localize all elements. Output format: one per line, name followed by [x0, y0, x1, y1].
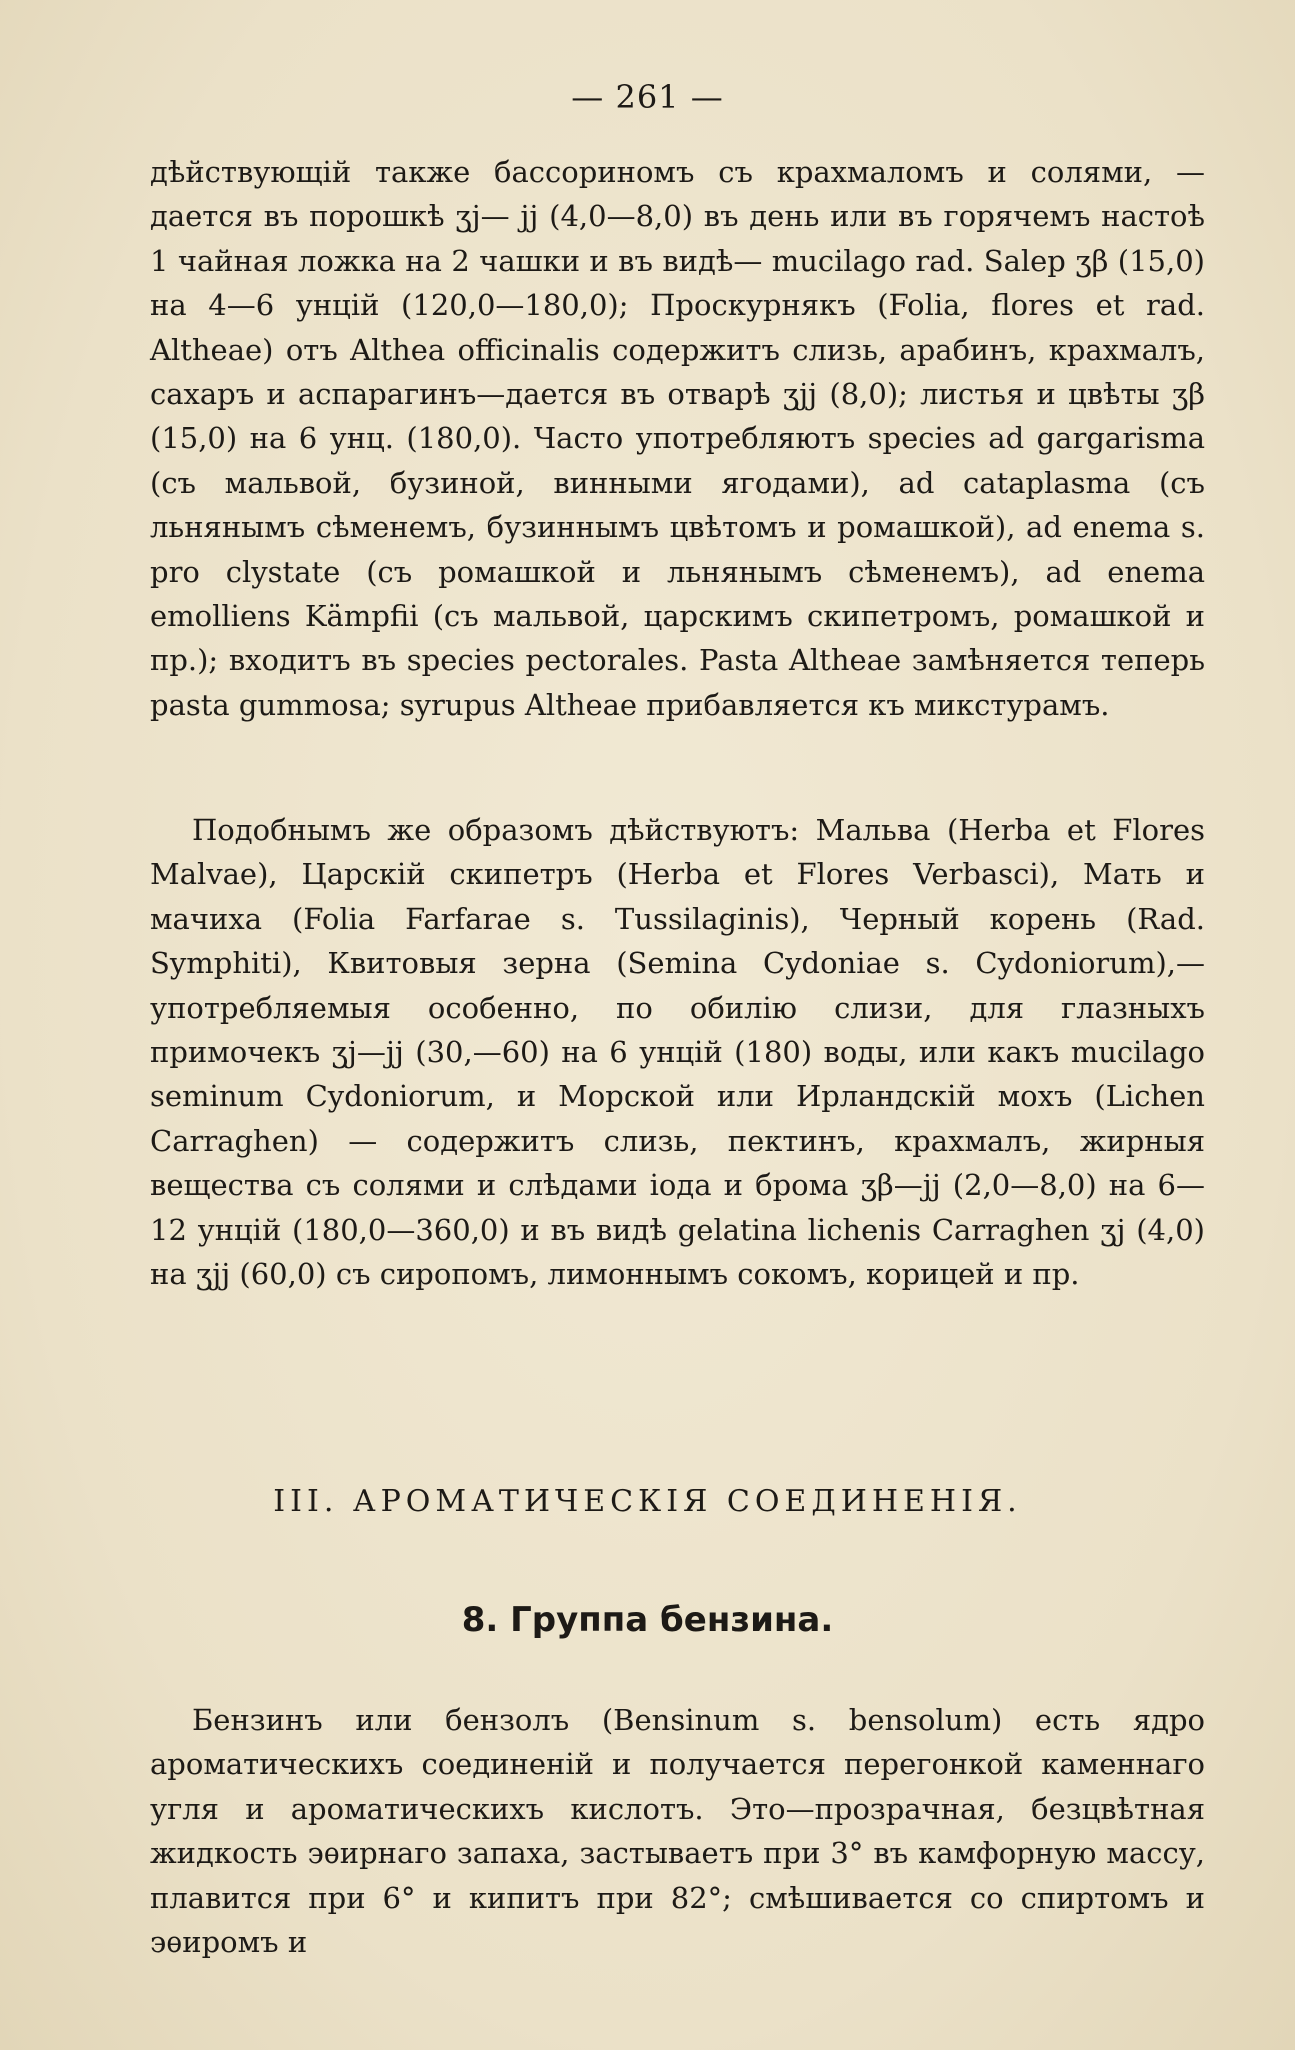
group-heading: 8. Группа бензина.	[461, 1600, 834, 1640]
paragraph-text: Подобнымъ же образомъ дѣйствуютъ: Мальва (Herba et Flores Malvae), Царскій скипетръ (Herba et Flores Verbasci), Мать и мачиха (Folia Farfarae s. Tussilaginis), Черный корень (Rad. Symphiti), Квитовыя зерна (Semina Cydoniae s. Cydoniorum),—употребляемыя особенно, по обилію слизи, для глазныхъ примочекъ ʒj—jj (30,—60) на 6 унцій (180) воды, или какъ mucilago seminum Cydoniorum, и Морской или Ирландскій мохъ (Lichen Carraghen) — содержитъ слизь, пектинъ, крахмалъ, жирныя вещества съ солями и слѣдами іода и брома ʒβ—jj (2,0—8,0) на 6—12 унцій (180,0—360,0) и въ видѣ gelatina lichenis Carraghen ʒj (4,0) на ʒjj (60,0) съ сиропомъ, лимоннымъ сокомъ, корицей и пр.	[150, 813, 1205, 1292]
paragraph-continuation	[150, 150, 1205, 727]
paragraph-text: Бензинъ или бензолъ (Bensinum s. bensolum) есть ядро ароматическихъ соединеній и получается перегонкой каменнаго угля и ароматическихъ кислотъ. Это—прозрачная, безцвѣтная жидкость эѳирнаго запаха, застываетъ при 3° въ камфорную массу, плавится при 6° и кипитъ при 82°; смѣшивается со спиртомъ и эѳиромъ и	[150, 1703, 1205, 1960]
paragraph-benzene	[150, 1698, 1205, 1964]
paragraph-similar-remedies	[150, 808, 1205, 1296]
paragraph-text: дѣйствующій также бассориномъ съ крахмаломъ и солями, — дается въ порошкѣ ʒj— jj (4,0—8,0) въ день или въ горячемъ настоѣ 1 чайная ложка на 2 чашки и въ видѣ— mucilago rad. Salep ʒβ (15,0) на 4—6 унцій (120,0—180,0); Проскурнякъ (Folia, flores et rad. Altheae) отъ Althea officinalis содержитъ слизь, арабинъ, крахмалъ, сахаръ и аспарагинъ—дается въ отварѣ ʒjj (8,0); листья и цвѣты ʒβ (15,0) на 6 унц. (180,0). Часто употребляютъ species ad gargarisma (съ мальвой, бузиной, винными ягодами), ad cataplasma (съ льнянымъ сѣменемъ, бузиннымъ цвѣтомъ и ромашкой), ad enema s. pro clystate (съ ромашкой и льнянымъ сѣменемъ), ad enema emolliens Kämpfii (съ мальвой, царскимъ скипетромъ, ромашкой и пр.); входитъ въ species pectorales. Pasta Altheae замѣняется теперь pasta gummosa; syrupus Altheae прибавляется къ микстурамъ.	[150, 155, 1205, 722]
section-heading: III. АРОМАТИЧЕСКІЯ СОЕДИНЕНІЯ.	[273, 1484, 1022, 1519]
page-number: — 261 —	[571, 78, 724, 116]
